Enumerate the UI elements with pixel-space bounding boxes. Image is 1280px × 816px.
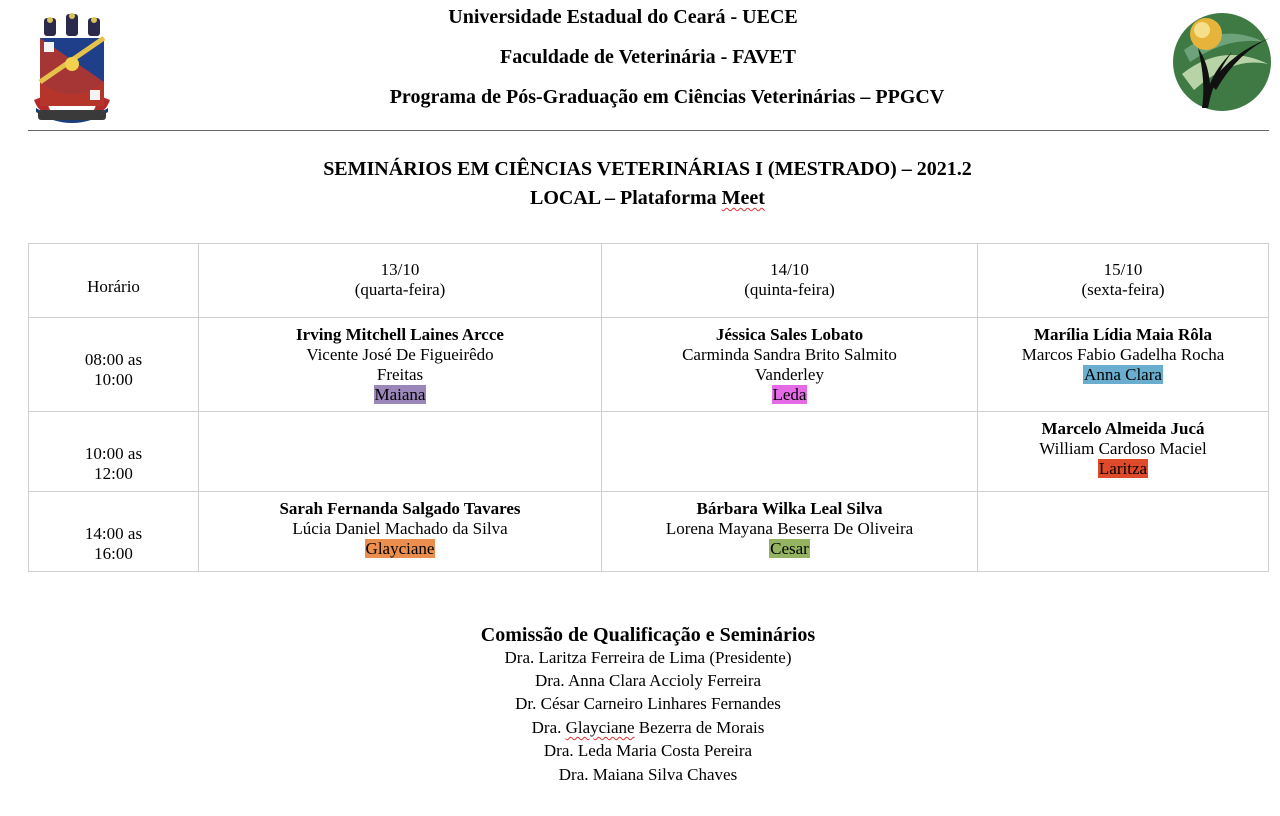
committee-member <box>0 718 1280 738</box>
seminar-slot <box>602 318 978 412</box>
time-start: 10:00 as <box>84 444 143 463</box>
member-surname: Bezerra de Morais <box>638 718 765 737</box>
committee-member: Dr. César Carneiro Linhares Fernandes <box>515 694 781 713</box>
document-location <box>0 187 1280 210</box>
university-name: Universidade Estadual do Ceará - UECE <box>448 6 798 28</box>
day-weekday: (quarta-feira) <box>354 280 446 299</box>
evaluator-badge: Leda <box>772 385 807 404</box>
seminar-slot <box>602 492 978 572</box>
seminar-slot <box>199 318 602 412</box>
time-start: 08:00 as <box>84 350 143 369</box>
member-title: Dra. <box>531 718 566 737</box>
time-cell <box>29 318 199 412</box>
committee-title: Comissão de Qualificação e Seminários <box>480 624 816 646</box>
evaluator-badge: Laritza <box>1098 459 1148 478</box>
table-row <box>29 492 1269 572</box>
empty-slot <box>199 412 602 492</box>
time-cell <box>29 492 199 572</box>
evaluator-badge: Anna Clara <box>1084 365 1162 384</box>
day-weekday: (sexta-feira) <box>1081 280 1165 299</box>
committee-member: Dra. Maiana Silva Chaves <box>558 765 738 784</box>
day-header <box>978 244 1269 318</box>
empty-slot <box>978 492 1269 572</box>
member-first-name: Glayciane <box>565 718 635 737</box>
student-name: Irving Mitchell Laines Arcce <box>296 325 504 344</box>
location-platform: Meet <box>721 187 765 209</box>
evaluator-badge: Glayciane <box>365 539 435 558</box>
seminar-slot <box>199 492 602 572</box>
time-end: 16:00 <box>94 544 133 563</box>
advisor-name-cont: Vanderley <box>755 365 824 384</box>
time-header-label: Horário <box>87 277 140 296</box>
committee-member: Dra. Leda Maria Costa Pereira <box>543 741 753 760</box>
location-prefix: LOCAL – Plataforma <box>530 187 722 209</box>
document-title: SEMINÁRIOS EM CIÊNCIAS VETERINÁRIAS I (MESTRADO) – 2021.2 <box>323 158 972 180</box>
evaluator-badge: Cesar <box>770 539 809 558</box>
table-header-row <box>29 244 1269 318</box>
time-end: 10:00 <box>94 370 133 389</box>
committee-member: Dra. Laritza Ferreira de Lima (Presidente) <box>504 648 792 667</box>
advisor-name: Lorena Mayana Beserra De Oliveira <box>665 519 914 538</box>
student-name: Marília Lídia Maia Rôla <box>1033 325 1213 344</box>
time-column-header <box>29 244 199 318</box>
empty-slot <box>602 412 978 492</box>
day-header <box>199 244 602 318</box>
seminar-slot <box>978 412 1269 492</box>
table-row <box>29 412 1269 492</box>
advisor-name: Carminda Sandra Brito Salmito <box>682 345 897 364</box>
day-date: 14/10 <box>770 260 809 279</box>
seminar-slot <box>978 318 1269 412</box>
day-header <box>602 244 978 318</box>
program-name: Programa de Pós-Graduação em Ciências Veterinárias – PPGCV <box>389 86 945 108</box>
advisor-name: Marcos Fabio Gadelha Rocha <box>1021 345 1225 364</box>
schedule-table <box>28 243 1269 572</box>
time-start: 14:00 as <box>84 524 143 543</box>
advisor-name: Vicente José De Figueirêdo <box>306 345 494 364</box>
faculty-name: Faculdade de Veterinária - FAVET <box>500 46 796 68</box>
evaluator-badge: Maiana <box>374 385 426 404</box>
advisor-name: William Cardoso Maciel <box>1039 439 1207 458</box>
student-name: Marcelo Almeida Jucá <box>1041 419 1205 438</box>
student-name: Bárbara Wilka Leal Silva <box>696 499 883 518</box>
table-row <box>29 318 1269 412</box>
committee-member: Dra. Anna Clara Accioly Ferreira <box>534 671 762 690</box>
day-date: 13/10 <box>380 260 420 279</box>
day-date: 15/10 <box>1103 260 1143 279</box>
header-divider <box>28 130 1269 131</box>
student-name: Sarah Fernanda Salgado Tavares <box>279 499 521 518</box>
day-weekday: (quinta-feira) <box>744 280 835 299</box>
student-name: Jéssica Sales Lobato <box>715 325 864 344</box>
time-cell <box>29 412 199 492</box>
advisor-name-cont: Freitas <box>376 365 424 384</box>
advisor-name: Lúcia Daniel Machado da Silva <box>292 519 508 538</box>
time-end: 12:00 <box>94 464 133 483</box>
